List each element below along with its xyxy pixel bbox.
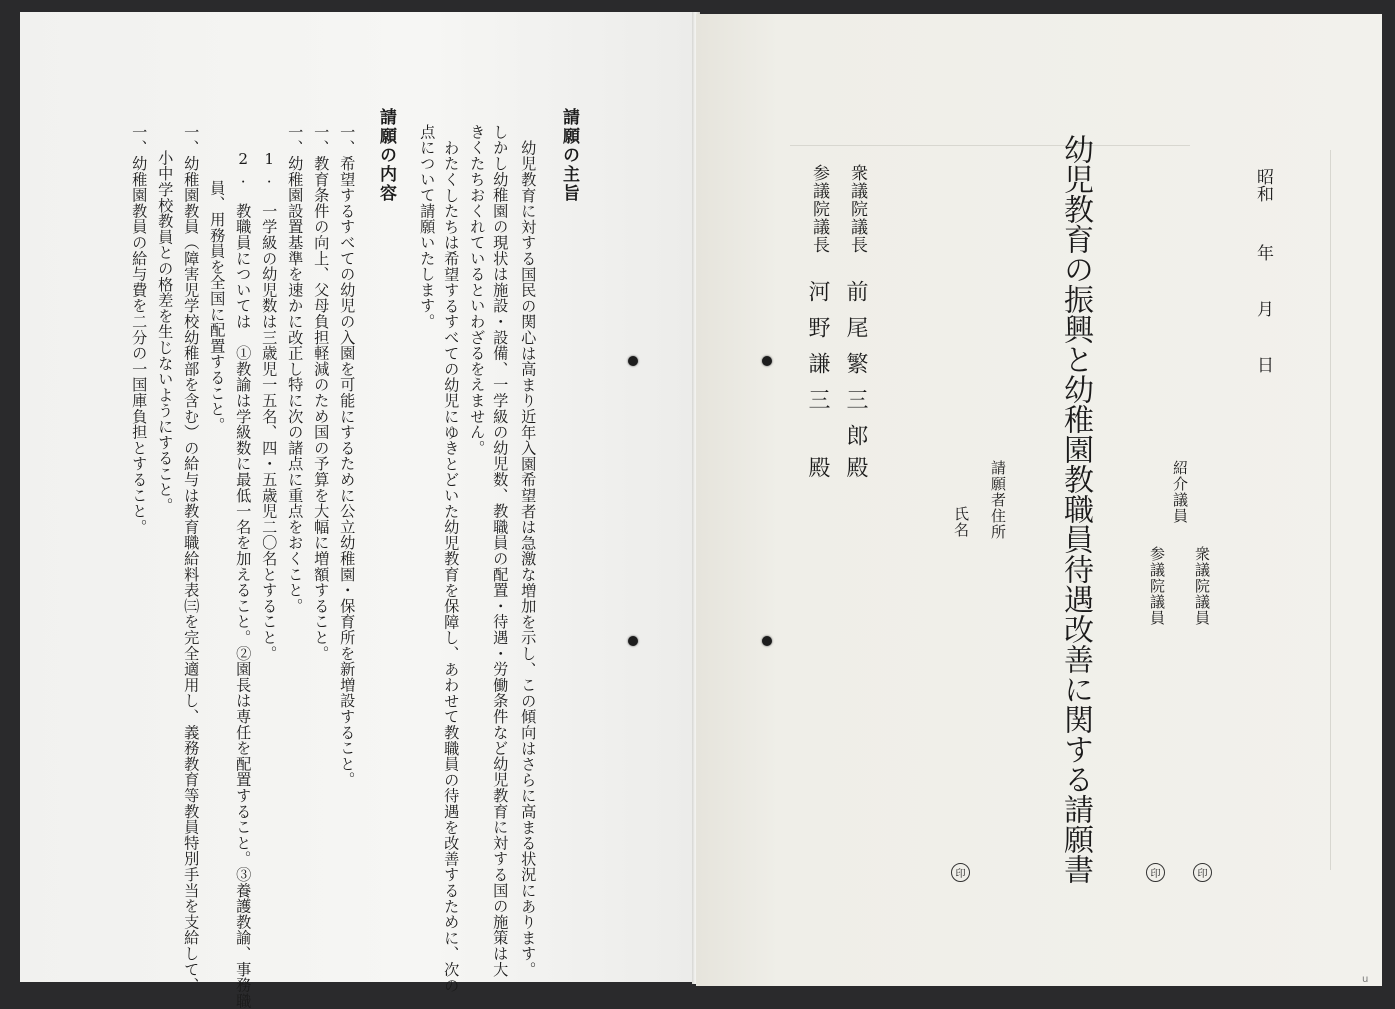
content-line-1: 一、希望するすべての幼児の入園を可能にするために公立幼稚園・保育所を新増設すること。: [338, 124, 357, 788]
content-line-6: 員、用務員を全国に配置すること。: [208, 180, 227, 433]
date-day: 日: [1253, 356, 1273, 373]
purpose-line-4: わたくしたちは希望するすべての幼児にゆきとどいた幼児教育を保障し、あわせて教職員の待遇を改善するために、次の: [442, 140, 461, 994]
introducer-label: 紹介議員: [1171, 460, 1189, 524]
left-page: [20, 12, 696, 982]
purpose-line-2: しかし幼稚園の現状は施設・設備、一学級の幼児数、教職員の配置・待遇・労働条件など幼児教育に対する国の施策は大: [491, 124, 510, 978]
addressee-name-2: 河野謙三: [805, 280, 830, 424]
purpose-line-5: 点について請願いたします。: [418, 124, 437, 330]
content-line-8: 小中学校教員との格差を生じないようにすること。: [156, 150, 175, 514]
date-month: 月: [1253, 300, 1273, 317]
frame-line-top: [790, 145, 1190, 146]
seal-mark-1: 印: [1193, 863, 1212, 882]
purpose-line-1: 幼児教育に対する国民の関心は高まり近年入園希望者は急激な増加を示し、この傾向はさらに高まる状況にあります。: [519, 140, 538, 978]
seal-mark-3: 印: [951, 863, 970, 882]
heading-content: 請願の内容: [376, 108, 396, 203]
petition-title: 幼児教育の振興と幼稚園教職員待遇改善に関する請願書: [1058, 134, 1093, 884]
right-page: [696, 14, 1382, 986]
introducer-house-1: 衆議院議員: [1193, 546, 1211, 626]
addressee-name-1: 前尾繁三郎: [843, 280, 868, 460]
content-line-4: 1. 一学級の幼児数は三歳児一五名、四・五歳児二〇名とすること。: [260, 150, 279, 662]
binding-hole-left-top: [628, 356, 638, 366]
addressee-honorific-1: 殿: [843, 456, 868, 492]
content-line-2: 一、教育条件の向上、父母負担軽減のため国の予算を大幅に増額すること。: [312, 124, 331, 662]
content-line-7: 一、幼稚園教員（障害児学校幼稚部を含む）の給与は教育職給料表㈢を完全適用し、義務教育等教員特別手当を支給して、: [182, 124, 201, 993]
addressee-role-1: 衆議院議長: [847, 164, 867, 254]
binding-hole-right-bottom: [762, 636, 772, 646]
introducer-house-2: 参議院議員: [1148, 546, 1166, 626]
addressee-honorific-2: 殿: [805, 456, 830, 492]
date-year: 年: [1253, 244, 1273, 261]
frame-line-right: [1330, 150, 1331, 870]
seal-mark-2: 印: [1146, 863, 1165, 882]
content-line-5: 2. 教職員については ①教諭は学級数に最低一名を加えること。②園長は専任を配置すること。③養護教諭、事務職: [234, 150, 253, 1009]
content-line-3: 一、幼稚園設置基準を速かに改正し特に次の諸点に重点をおくこと。: [286, 124, 305, 614]
content-line-9: 一、幼稚園教員の給与費を二分の一国庫負担とすること。: [130, 124, 149, 535]
binding-hole-left-bottom: [628, 636, 638, 646]
binding-hole-right-top: [762, 356, 772, 366]
petitioner-name-label: 氏名: [952, 506, 970, 538]
addressee-role-2: 参議院議長: [809, 164, 829, 254]
heading-purpose: 請願の主旨: [559, 108, 579, 203]
purpose-line-3: きくたちおくれているといわざるをえません。: [468, 124, 487, 456]
date-era: 昭和: [1253, 168, 1273, 202]
corner-mark: u: [1362, 974, 1369, 985]
petitioner-address-label: 請願者住所: [989, 460, 1007, 540]
